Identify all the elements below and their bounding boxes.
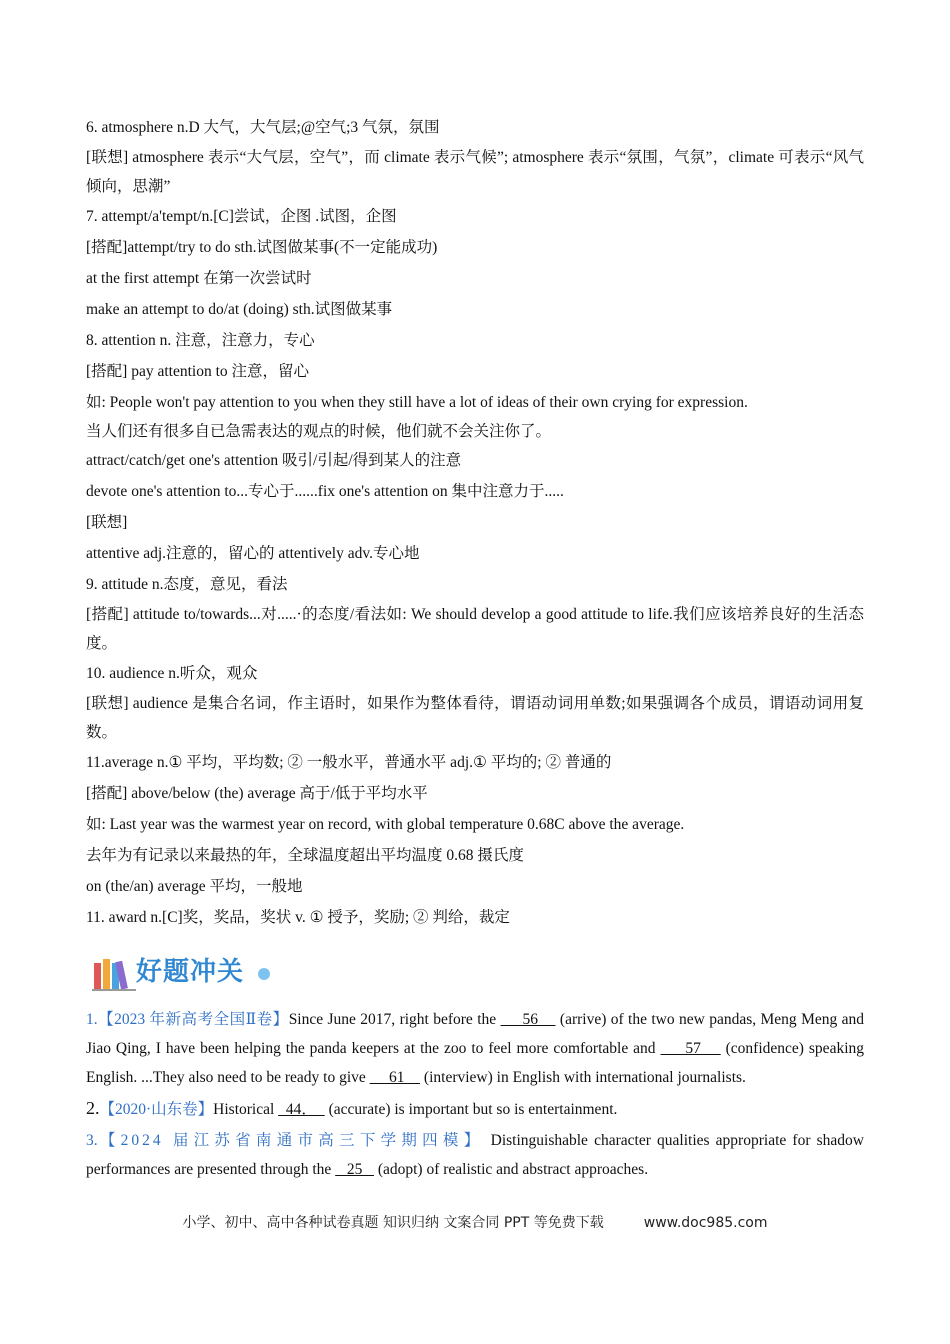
footer-link[interactable]: www.doc985.com	[643, 1215, 768, 1231]
section-title: 好题冲关	[136, 957, 245, 987]
document-body	[86, 112, 864, 1186]
question-text: (accurate) is important but so is entertainment.	[324, 1101, 618, 1118]
question-text: (adopt) of realistic and abstract approaches.	[373, 1161, 649, 1178]
question-text: Since June 2017, right before the	[288, 1011, 501, 1028]
entry-line: 11.average n.① 平均，平均数; ② 一般水平，普通水平 adj.① 平均的; ② 普通的	[86, 754, 612, 771]
answer-blank[interactable]: 25	[335, 1161, 374, 1178]
entry-line: 去年为有记录以来最热的年，全球温度超出平均温度 0.68 摄氏度	[86, 847, 524, 864]
question-number: 2.	[86, 1098, 100, 1118]
question-text: (confidence) speaking English. ...They also need to be ready to give	[86, 1040, 865, 1086]
entry-line: [搭配] above/below (the) average 高于/低于平均水平	[86, 785, 428, 802]
question-2	[86, 1094, 864, 1124]
page-footer	[0, 1212, 950, 1232]
entry-line: at the first attempt 在第一次尝试时	[86, 270, 312, 287]
entry-line: 9. attitude n.态度，意见，看法	[86, 576, 288, 593]
entry-line: 10. audience n.听众，观众	[86, 665, 258, 682]
entry-line: [联想] atmosphere 表示“大气层，空气”，而 climate 表示气候”; atmosphere 表示“氛围，气氛”，climate 可表示“风气倾向，思潮”	[86, 149, 864, 195]
footer-text: 小学、初中、高中各种试卷真题 知识归纳 文案合同 PPT 等免费下载	[182, 1215, 604, 1231]
entry-line: [搭配]attempt/try to do sth.试图做某事(不一定能成功)	[86, 239, 438, 256]
entry-line: 如: People won't pay attention to you when they still have a lot of ideas of their own crying for expression.	[86, 394, 748, 411]
entry-line: 当人们还有很多自已急需表达的观点的时候，他们就不会关注你了。	[86, 423, 552, 440]
entry-line: [联想]	[86, 514, 128, 531]
answer-blank[interactable]: 56	[500, 1011, 556, 1028]
answer-blank[interactable]: 44．	[278, 1101, 325, 1118]
entry-line: 11. award n.[C]奖，奖品，奖状 v. ① 授予，奖励; ② 判给，裁定	[86, 909, 510, 926]
answer-blank[interactable]: 61	[369, 1069, 421, 1086]
entry-line: [搭配] attitude to/towards...对.....·的态度/看法如: We should develop a good attitude to life.我们应该培养良好的生活态度。	[86, 606, 864, 652]
entry-line: make an attempt to do/at (doing) sth.试图做某事	[86, 301, 393, 318]
question-1	[86, 1005, 864, 1092]
entry-line: [搭配] pay attention to 注意，留心	[86, 363, 309, 380]
question-text: (interview) in English with international journalists.	[420, 1069, 746, 1086]
books-icon	[92, 957, 136, 991]
question-source: 【2024 届江苏省南通市高三下学期四模】	[97, 1132, 485, 1149]
entry-line: attentive adj.注意的，留心的 attentively adv.专心地	[86, 545, 420, 562]
question-number: 3.	[86, 1132, 98, 1149]
question-text: Distinguishable character qualities appropriate for shadow performances are presented through the	[86, 1132, 864, 1178]
section-banner	[86, 937, 864, 999]
decorative-dot	[258, 968, 270, 980]
entry-line: on (the/an) average 平均，一般地	[86, 878, 303, 895]
question-number: 1.	[86, 1011, 98, 1028]
question-3	[86, 1126, 864, 1184]
entry-line: devote one's attention to...专心于......fix one's attention on 集中注意力于.....	[86, 483, 564, 500]
question-source: 【2020·山东卷】	[99, 1101, 214, 1118]
question-text: (arrive) of the two new pandas, Meng Meng and Jiao Qing, I have been helping the panda keepers at the zoo to feel more comfortable and	[86, 1011, 864, 1057]
question-text: Historical	[213, 1101, 279, 1118]
answer-blank[interactable]: 57	[660, 1040, 721, 1057]
question-source: 【2023 年新高考全国Ⅱ卷】	[97, 1011, 289, 1028]
entry-line: 6. atmosphere n.D 大气，大气层;@空气;3 气氛，氛围	[86, 119, 440, 136]
entry-line: [联想] audience 是集合名词，作主语时，如果作为整体看待，谓语动词用单数;如果强调各个成员，谓语动词用复数。	[86, 695, 864, 741]
entry-line: attract/catch/get one's attention 吸引/引起/得到某人的注意	[86, 452, 462, 469]
entry-line: 8. attention n. 注意，注意力，专心	[86, 332, 315, 349]
entry-line: 如: Last year was the warmest year on record, with global temperature 0.68C above the average.	[86, 816, 685, 833]
entry-line: 7. attempt/a'tempt/n.[C]尝试，企图 .试图，企图	[86, 208, 397, 225]
